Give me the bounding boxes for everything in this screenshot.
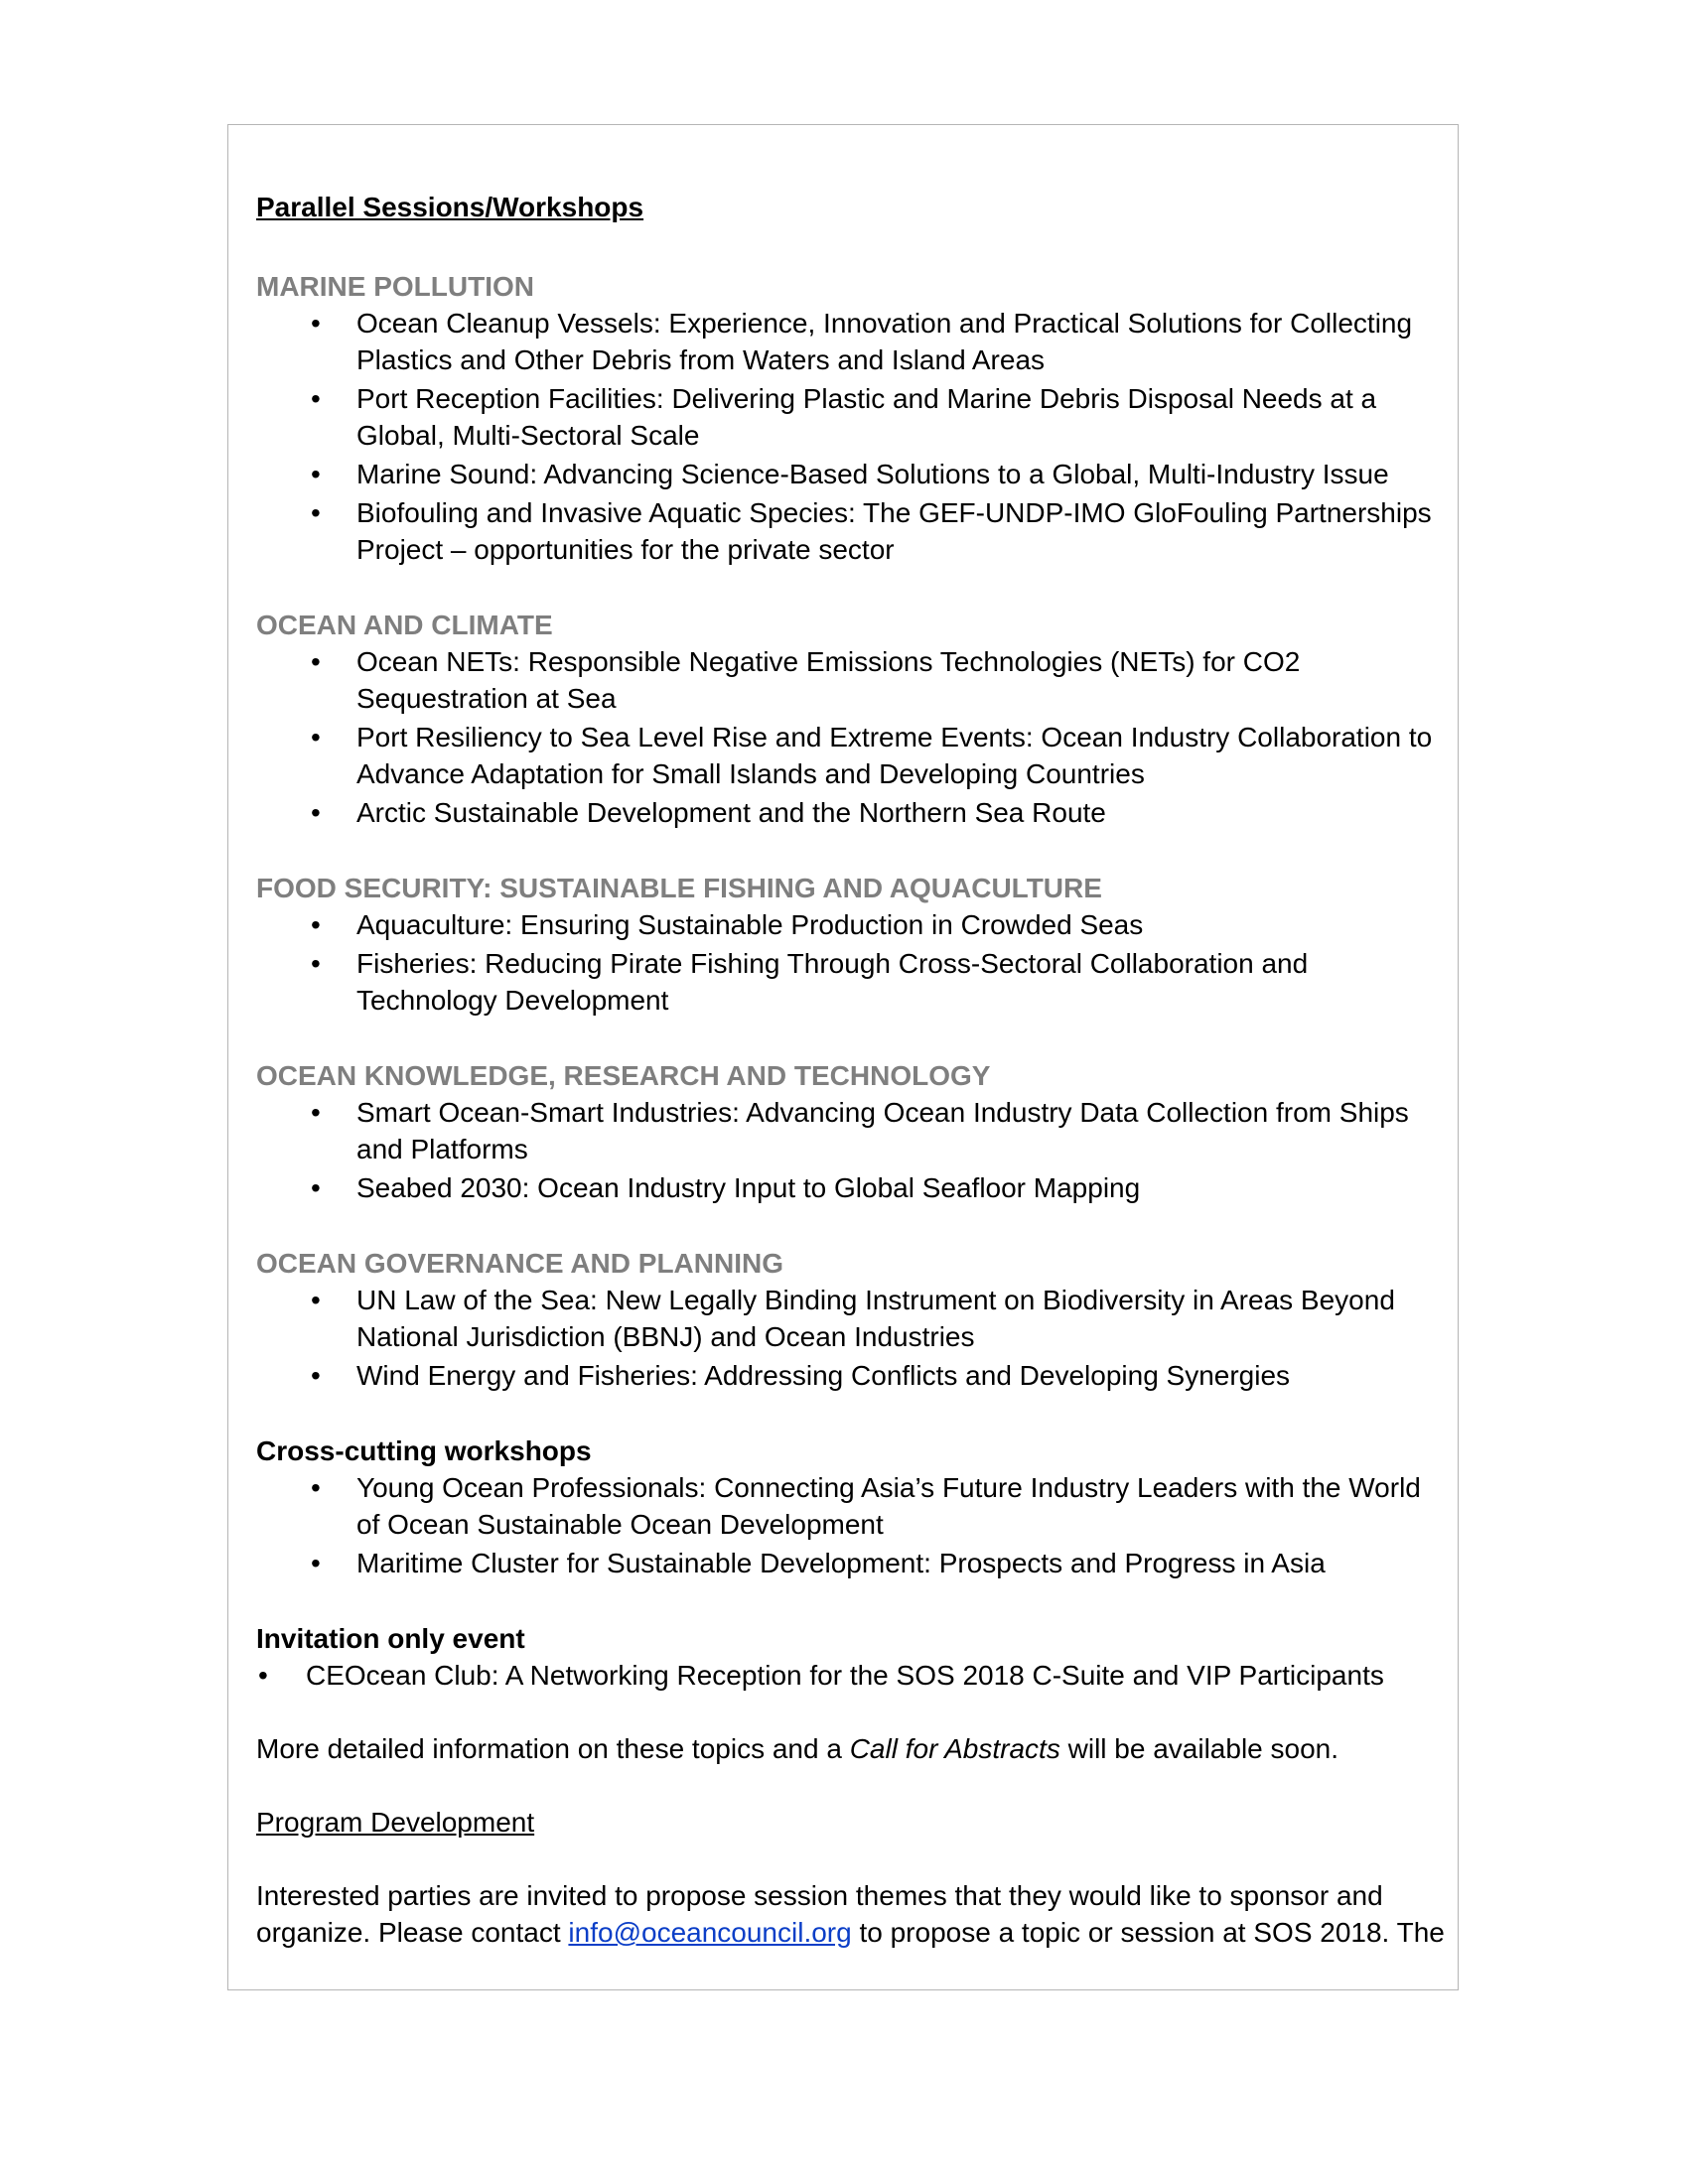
more-info-paragraph: More detailed information on these topics and a Call for Abstracts will be available soon. [256, 1733, 1339, 1764]
bullet-icon: • [311, 308, 321, 339]
bullet-icon: • [311, 797, 321, 828]
bullet-icon: • [311, 459, 321, 489]
cross-cutting-list [256, 1469, 1448, 1581]
bullet-icon: • [311, 1548, 321, 1578]
list-item: • Ocean NETs: Responsible Negative Emissions Technologies (NETs) for CO2 Sequestration at Sea [256, 643, 1448, 717]
bullet-icon: • [311, 1285, 321, 1315]
cross-cutting-title: Cross-cutting workshops [256, 1435, 592, 1466]
bullet-icon: • [258, 1660, 268, 1691]
bullet-icon: • [311, 383, 321, 414]
section-list-ocean-and-climate [256, 643, 1448, 831]
email-link[interactable]: info@oceancouncil.org [568, 1917, 852, 1948]
list-item: • Maritime Cluster for Sustainable Development: Prospects and Progress in Asia [256, 1545, 1448, 1581]
bullet-icon: • [311, 1172, 321, 1203]
section-list-ocean-knowledge [256, 1094, 1448, 1206]
bullet-icon: • [311, 1360, 321, 1391]
list-item: • Smart Ocean-Smart Industries: Advancing Ocean Industry Data Collection from Ships and Platforms [256, 1094, 1448, 1167]
section-list-food-security [256, 906, 1448, 1019]
list-item: • Port Resiliency to Sea Level Rise and Extreme Events: Ocean Industry Collaboration to Advance Adaptation for Small Islands and Developing Countries [256, 719, 1448, 792]
list-item: • UN Law of the Sea: New Legally Binding Instrument on Biodiversity in Areas Beyond National Jurisdiction (BBNJ) and Ocean Industries [256, 1282, 1448, 1355]
interested-paragraph: Interested parties are invited to propose session themes that they would like to sponsor and organize. Please contact info@oceancouncil.org to propose a topic or session at SOS 2018. The [256, 1880, 1445, 1948]
bullet-icon: • [311, 909, 321, 940]
section-title-marine-pollution: MARINE POLLUTION [256, 271, 534, 302]
list-item: • Aquaculture: Ensuring Sustainable Production in Crowded Seas [256, 906, 1448, 943]
section-title-ocean-governance: OCEAN GOVERNANCE AND PLANNING [256, 1248, 783, 1279]
invitation-item: • CEOcean Club: A Networking Reception for the SOS 2018 C-Suite and VIP Participants [256, 1657, 1448, 1694]
bullet-icon: • [311, 497, 321, 528]
section-list-ocean-governance [256, 1282, 1448, 1394]
section-title-food-security: FOOD SECURITY: SUSTAINABLE FISHING AND AQUACULTURE [256, 873, 1102, 903]
bullet-icon: • [311, 722, 321, 752]
bullet-icon: • [311, 646, 321, 677]
bullet-icon: • [311, 948, 321, 979]
list-item: • Seabed 2030: Ocean Industry Input to Global Seafloor Mapping [256, 1169, 1448, 1206]
list-item: • Wind Energy and Fisheries: Addressing Conflicts and Developing Synergies [256, 1357, 1448, 1394]
bullet-icon: • [311, 1472, 321, 1503]
list-item: • Biofouling and Invasive Aquatic Species: The GEF-UNDP-IMO GloFouling Partnerships Project – opportunities for the private sector [256, 494, 1448, 568]
call-for-abstracts: Call for Abstracts [849, 1733, 1060, 1764]
section-title-ocean-and-climate: OCEAN AND CLIMATE [256, 610, 553, 640]
list-item: • Young Ocean Professionals: Connecting Asia’s Future Industry Leaders with the World of Ocean Sustainable Ocean Development [256, 1469, 1448, 1543]
invitation-title: Invitation only event [256, 1623, 525, 1654]
document-content [256, 189, 1448, 1951]
list-item: • Port Reception Facilities: Delivering Plastic and Marine Debris Disposal Needs at a Global, Multi-Sectoral Scale [256, 380, 1448, 454]
list-item: • Ocean Cleanup Vessels: Experience, Innovation and Practical Solutions for Collecting Plastics and Other Debris from Waters and Island Areas [256, 305, 1448, 378]
bullet-icon: • [311, 1097, 321, 1128]
section-list-marine-pollution [256, 305, 1448, 568]
page-heading: Parallel Sessions/Workshops [256, 192, 644, 222]
list-item: • Marine Sound: Advancing Science-Based Solutions to a Global, Multi-Industry Issue [256, 456, 1448, 492]
section-title-ocean-knowledge: OCEAN KNOWLEDGE, RESEARCH AND TECHNOLOGY [256, 1060, 991, 1091]
list-item: • Arctic Sustainable Development and the Northern Sea Route [256, 794, 1448, 831]
list-item: • Fisheries: Reducing Pirate Fishing Through Cross-Sectoral Collaboration and Technology Development [256, 945, 1448, 1019]
program-development-heading: Program Development [256, 1807, 535, 1838]
